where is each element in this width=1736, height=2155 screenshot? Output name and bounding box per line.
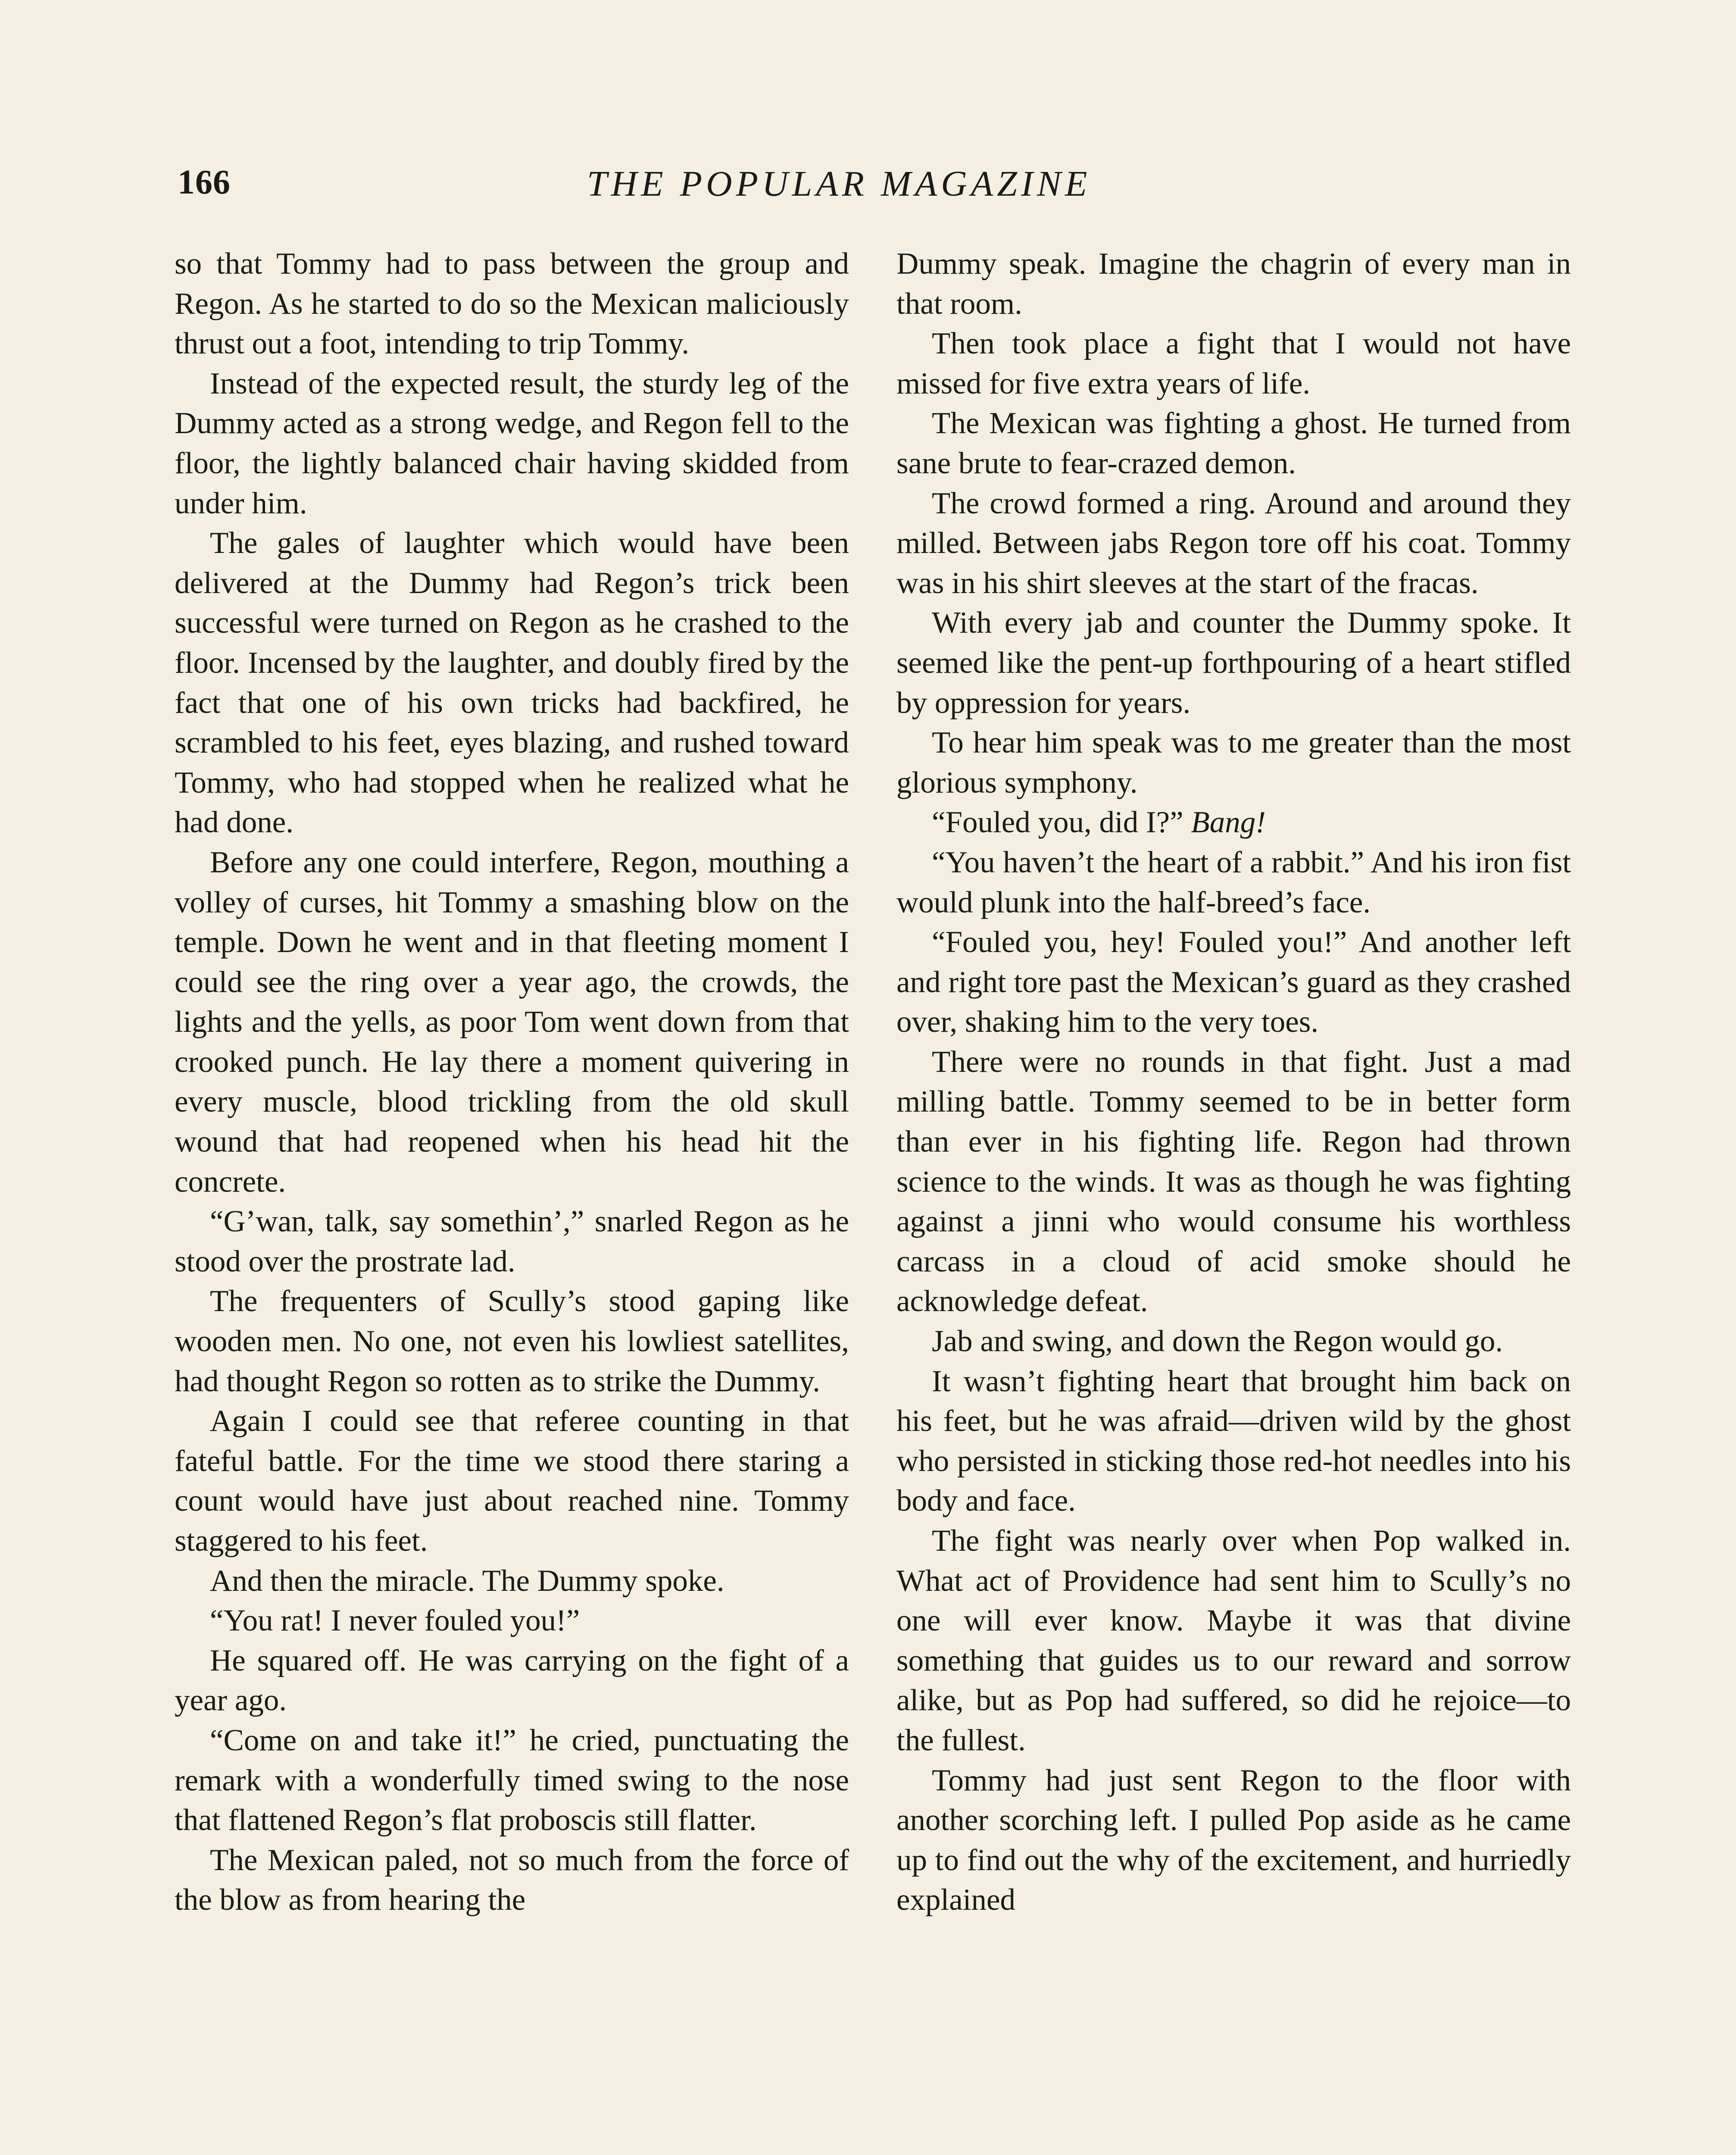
paragraph: [896, 484, 1571, 603]
paragraph-text: Then took place a fight that I would not have missed for five extra years of life.: [896, 327, 1571, 400]
paragraph: [175, 1561, 849, 1601]
paragraph: [896, 1521, 1571, 1761]
paragraph-text: “You haven’t the heart of a rabbit.” And his iron fist would plunk into the half-breed’s face.: [896, 845, 1571, 919]
paragraph-text: “You rat! I never fouled you!”: [210, 1604, 580, 1638]
paragraph-text: Dummy speak. Imagine the chagrin of every man in that room.: [896, 247, 1571, 321]
paragraph: [175, 364, 849, 523]
paragraph: [175, 1641, 849, 1721]
paragraph: [175, 1601, 849, 1641]
paragraph-text: Again I could see that referee counting in that fateful battle. For the time we stood there staring a count would have just about reached nine. Tommy staggered to his feet.: [175, 1404, 849, 1558]
paragraph-text: “G’wan, talk, say somethin’,” snarled Regon as he stood over the prostrate lad.: [175, 1205, 849, 1278]
paragraph-text: so that Tommy had to pass between the group and Regon. As he started to do so the Mexican maliciously thrust out a foot, intending to trip Tommy.: [175, 247, 849, 361]
paragraph-text: The crowd formed a ring. Around and around they milled. Between jabs Regon tore off his coat. Tommy was in his shirt sleeves at the start of the fracas.: [896, 486, 1571, 600]
paragraph-text: Tommy had just sent Regon to the floor with another scorching left. I pulled Pop aside as he came up to find out the why of the excitement, and hurriedly explained: [896, 1763, 1571, 1917]
paragraph: [896, 244, 1571, 324]
right-column: [896, 244, 1571, 1920]
paragraph-text: There were no rounds in that fight. Just a mad milling battle. Tommy seemed to be in better form than ever in his fighting life. Regon had thrown science to the winds. It was as though he was fighting against a jinni who would consume his worthless carcass in a cloud of acid smoke should he acknowledge defeat.: [896, 1045, 1571, 1318]
running-head: THE POPULAR MAGAZINE: [587, 164, 1091, 204]
paragraph: [175, 843, 849, 1202]
paragraph: [896, 1321, 1571, 1362]
paragraph: [896, 324, 1571, 403]
paragraph: [175, 1281, 849, 1401]
paragraph-text: The frequenters of Scully’s stood gaping like wooden men. No one, not even his lowliest satellites, had thought Regon so rotten as to strike the Dummy.: [175, 1284, 849, 1398]
page-number: 166: [178, 163, 231, 201]
paragraph: [175, 1721, 849, 1840]
paragraph: [175, 1840, 849, 1920]
paragraph: [896, 403, 1571, 483]
paragraph-text: “Fouled you, hey! Fouled you!” And another left and right tore past the Mexican’s guard as they crashed over, shaking him to the very toes.: [896, 925, 1571, 1039]
paragraph-text: To hear him speak was to me greater than the most glorious symphony.: [896, 726, 1571, 800]
paragraph: [896, 1761, 1571, 1920]
left-column: [175, 244, 849, 1920]
italic-text: Bang!: [1191, 806, 1266, 840]
paragraph: [175, 244, 849, 364]
paragraph: [896, 1362, 1571, 1521]
paragraph-text: “Fouled you, did I?”: [932, 806, 1183, 840]
paragraph-text: It wasn’t fighting heart that brought him back on his feet, but he was afraid—driven wild by the ghost who persisted in sticking those red-hot needles into his body and face.: [896, 1364, 1571, 1518]
paragraph-text: “Come on and take it!” he cried, punctuating the remark with a wonderfully timed swing to the nose that flattened Regon’s flat proboscis still flatter.: [175, 1723, 849, 1837]
paragraph: [896, 922, 1571, 1042]
paragraph: [896, 803, 1571, 843]
paragraph-text: He squared off. He was carrying on the fight of a year ago.: [175, 1643, 849, 1718]
paragraph-text: Jab and swing, and down the Regon would go.: [932, 1324, 1503, 1359]
paragraph-text: The gales of laughter which would have been delivered at the Dummy had Regon’s trick been successful were turned on Regon as he crashed to the floor. Incensed by the laughter, and doubly fired by the fact that one of his own tricks had backfired, he scrambled to his feet, eyes blazing, and rushed toward Tommy, who had stopped when he realized what he had done.: [175, 526, 849, 840]
paragraph-text: Before any one could interfere, Regon, mouthing a volley of curses, hit Tommy a smashing blow on the temple. Down he went and in that fleeting moment I could see the ring over a year ago, the crowds, the lights and the yells, as poor Tom went down from that crooked punch. He lay there a moment quivering in every muscle, blood trickling from the old skull wound that had reopened when his head hit the concrete.: [175, 845, 849, 1199]
paragraph: [896, 1042, 1571, 1321]
paragraph-text: The Mexican was fighting a ghost. He turned from sane brute to fear-crazed demon.: [896, 406, 1571, 480]
page-header: [178, 163, 1571, 210]
paragraph-text: And then the miracle. The Dummy spoke.: [210, 1564, 724, 1598]
paragraph: [175, 1401, 849, 1561]
paragraph-text: The Mexican paled, not so much from the force of the blow as from hearing the: [175, 1843, 849, 1917]
paragraph: [175, 523, 849, 843]
paragraph-text: Instead of the expected result, the sturdy leg of the Dummy acted as a strong wedge, and Regon fell to the floor, the lightly balanced chair having skidded from under him.: [175, 366, 849, 520]
paragraph: [896, 843, 1571, 922]
paragraph-text: With every jab and counter the Dummy spoke. It seemed like the pent-up forthpouring of a heart stifled by oppression for years.: [896, 606, 1571, 720]
paragraph: [896, 723, 1571, 803]
paragraph: [175, 1202, 849, 1281]
paragraph: [896, 603, 1571, 723]
paragraph-text: The fight was nearly over when Pop walked in. What act of Providence had sent him to Scully’s no one will ever know. Maybe it was that divine something that guides us to our reward and sorrow alike, but as Pop had suffered, so did he rejoice—to the fullest.: [896, 1524, 1571, 1757]
